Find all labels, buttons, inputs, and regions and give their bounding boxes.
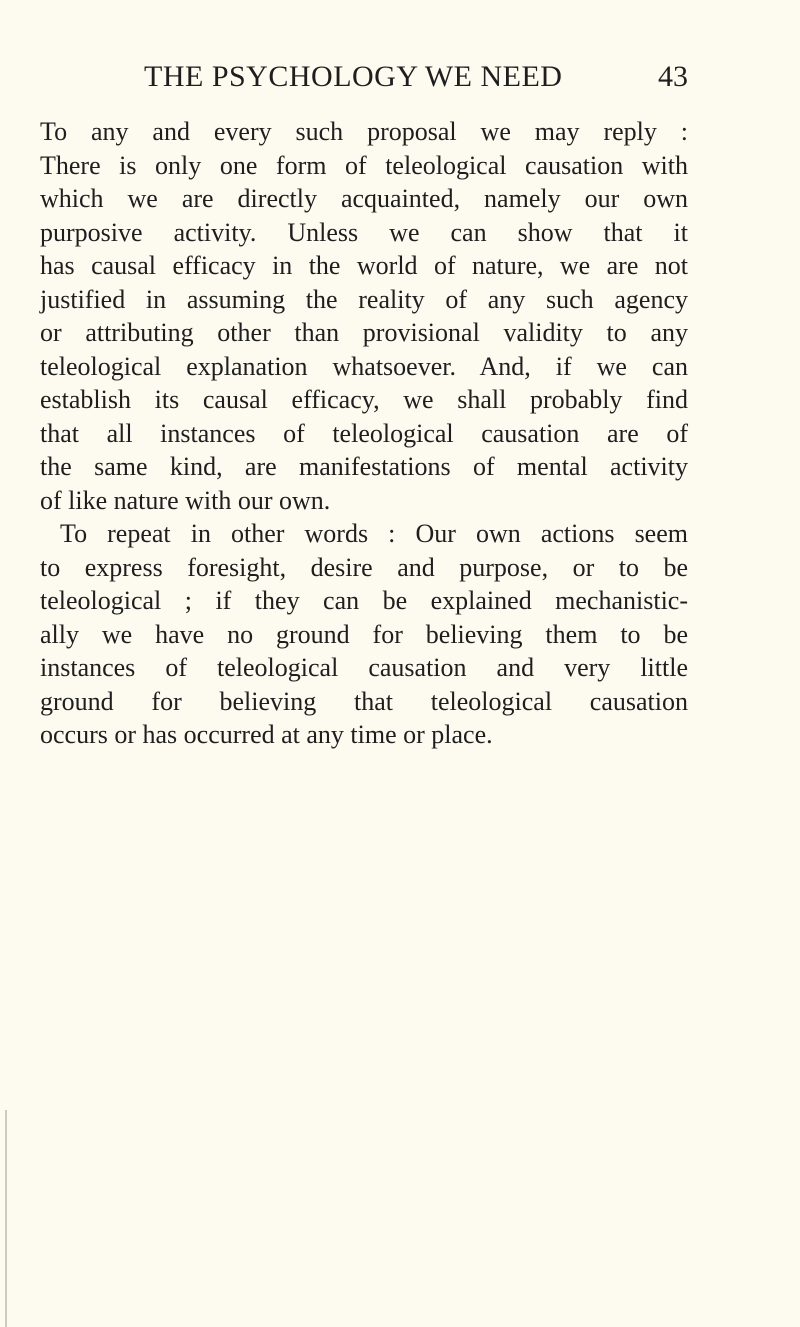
text-line: the same kind, are manifestations of mental activity — [40, 452, 688, 481]
text-line: teleological explanation whatsoever. And, if we can — [40, 351, 688, 381]
running-head — [120, 60, 688, 100]
text-line: to express foresight, desire and purpose, or to be — [40, 552, 688, 582]
text-line: establish its causal efficacy, we shall probably find — [40, 385, 688, 414]
page-edge-mark — [5, 1110, 7, 1327]
text-line: or attributing other than provisional validity to any — [40, 318, 688, 347]
text-line: To any and every such proposal we may reply : — [40, 117, 688, 146]
page-number: 43 — [658, 60, 688, 93]
text-line: occurs or has occurred at any time or place. — [40, 720, 493, 749]
running-title: THE PSYCHOLOGY WE NEED — [144, 60, 563, 93]
text-line: There is only one form of teleological causation with — [40, 150, 688, 180]
text-line: which we are directly acquainted, namely our own — [40, 184, 688, 213]
text-line: that all instances of teleological causation are of — [40, 418, 688, 448]
text-line: ally we have no ground for believing them to be — [40, 619, 688, 649]
text-line: instances of teleological causation and very little — [40, 653, 688, 682]
body-text — [40, 115, 688, 752]
text-line: ground for believing that teleological causation — [40, 686, 688, 716]
text-line: To repeat in other words : Our own actions seem — [60, 519, 688, 548]
text-line: teleological ; if they can be explained mechanistic- — [40, 586, 688, 615]
text-line: justified in assuming the reality of any such agency — [40, 284, 688, 314]
text-line: of like nature with our own. — [40, 485, 331, 515]
text-line: purposive activity. Unless we can show that it — [40, 217, 688, 247]
text-line: has causal efficacy in the world of nature, we are not — [40, 251, 688, 280]
